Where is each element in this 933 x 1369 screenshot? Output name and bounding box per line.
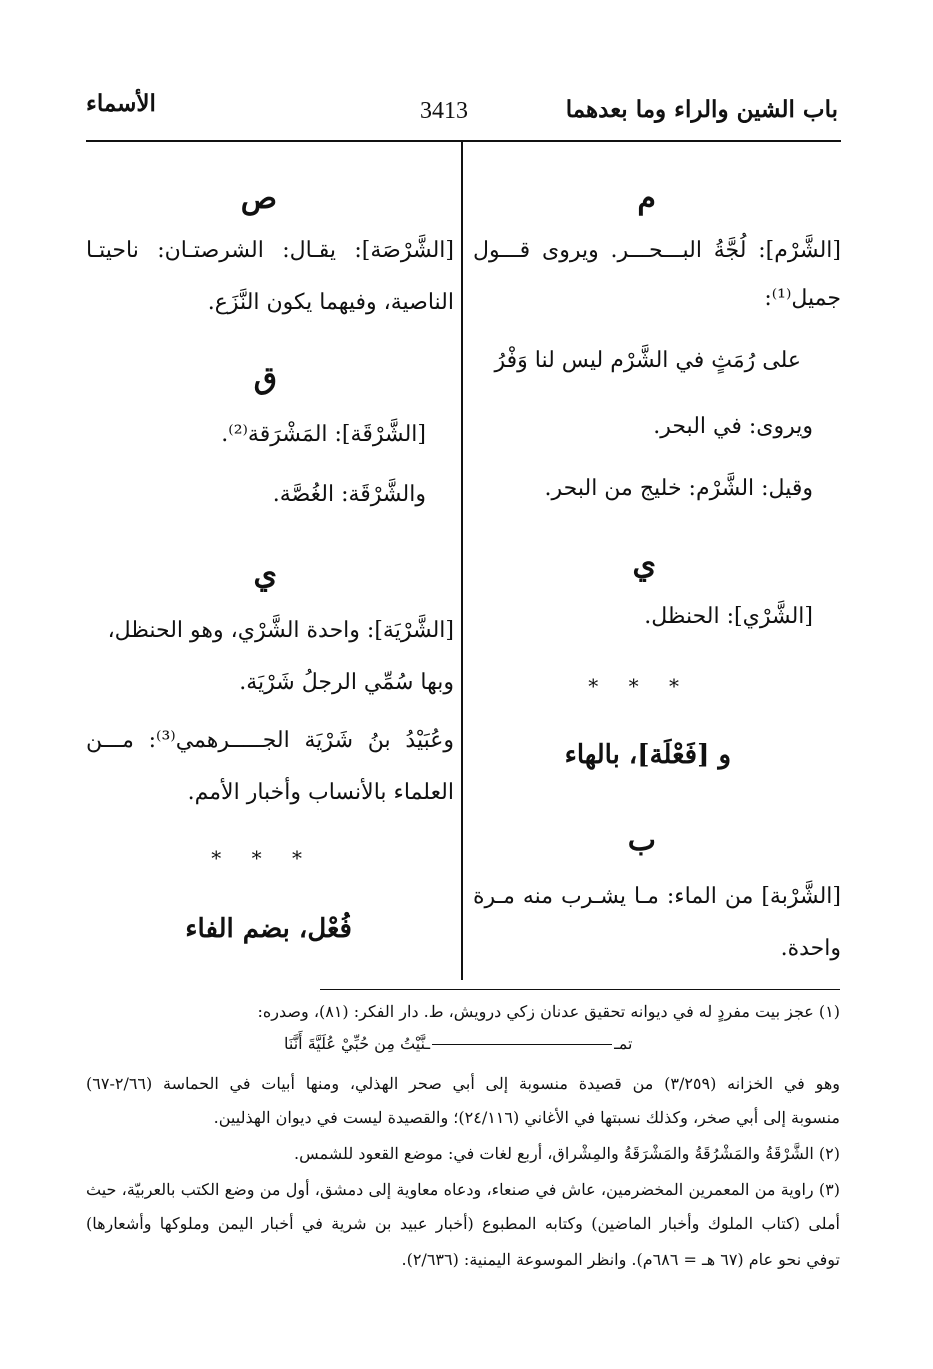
left-column [86, 142, 454, 980]
footnote-1-line1: (١) عجز بيت مفردٍ له في ديوانه تحقيق عدنان زكي درويش، ط. دار الفكر: (٨١)، وصدره: [257, 1002, 840, 1021]
entry-sharqa: [الشَّرْقَة]: المَشْرَقة⁽²⁾. [221, 422, 426, 447]
yurwa-line: ويروى: في البحر. [653, 414, 813, 439]
entry-sharya-line2: وبها سُمِّي الرجلُ شَرْيَة. [239, 670, 454, 695]
footnote-1-verse [284, 1034, 632, 1053]
entry-ubayd-line2: العلماء بالأنساب وأخبار الأمم. [187, 780, 454, 805]
entry-ubayd-line1: وعُبَيْدُ بنُ شَرْيَة الجـــــرهمي⁽³⁾: مـــن [86, 728, 454, 753]
running-header-section: الأسماء [86, 90, 156, 117]
footnote-3-line1: (٣) راوية من المعمرين المخضرمين، عاش في صنعاء، ودعاه معاوية إلى دمشق، أول من وضع الكتب بالعربيّة، حيث [86, 1180, 840, 1199]
entry-sharba-line1: [الشَّرْبة] من الماء: مـا يشـرب منه مـرة [473, 884, 841, 909]
footnote-2: (٢) الشَّرْقَةُ والمَشْرُقَةُ والمَشْرَقَةُ والمِشْراق، أربع لغات في: موضع القعود للشمس. [294, 1144, 840, 1163]
section-separator-stars-left: * * * [211, 846, 314, 870]
letter-heading-ya-left: ي [253, 557, 277, 592]
letter-heading-qaf: ق [253, 361, 277, 396]
footnote-1-verse-end: ـنَّيْتُ مِن حُبِّيْ عُلَيَّةَ أَنَّنَا [284, 1034, 431, 1053]
letter-heading-ba: ب [627, 823, 656, 858]
footnote-3-line2: أملى (كتاب الملوك وأخبار الماضين) وكتابه المطبوع (أخبار عبيد بن شرية في أخبار اليمن وملوكها وأشعارها) [86, 1214, 840, 1233]
footnote-rule [320, 989, 840, 990]
page-number: 3413 [420, 98, 468, 124]
footnote-1-verse-start: تمـ [614, 1034, 633, 1053]
entry-sharba-line2: واحدة. [780, 936, 841, 961]
section-heading-fala: و [فَعْلَة]، بالهاء [564, 740, 731, 770]
qil-line: وقيل: الشَّرْم: خليج من البحر. [544, 476, 813, 501]
footnote-1-line3: منسوبة إلى أبي صخر، وكذلك نسبتها في الأغاني (٢٤/١١٦)؛ والقصيدة ليست في ديوان الهذليين. [213, 1108, 840, 1127]
verse-elision-line [432, 1044, 612, 1045]
entry-ghussa: والشَّرْقَة: الغُصَّة. [272, 482, 426, 507]
footnote-3-line3: توفي نحو عام (٦٧ هـ = ٦٨٦م). وانظر الموسوعة اليمنية: (٢/٦٣٦). [401, 1250, 840, 1269]
poetry-verse: على رُمَثٍ في الشَّرْم ليس لنا وَفْرُ [494, 348, 801, 373]
letter-heading-sad: ص [240, 181, 277, 216]
footnote-1-line2: وهو في الخزانه (٣/٢٥٩) من قصيدة منسوبة إلى أبي صحر الهذلي، ومنها أبيات في الحماسة (٢/٦٦-٦٧) [86, 1074, 840, 1093]
right-column [473, 142, 841, 980]
running-header-chapter: باب الشين والراء وما بعدهما [565, 96, 838, 123]
entry-sharsa-line2: الناصية، وفيهما يكون النَّزَع. [207, 290, 454, 315]
entry-sharm-line1: [الشَّرْم]: لُجَّةُ البـــحـــر. ويروى قـــول [473, 238, 841, 263]
entry-shary: [الشَّرْي]: الحنظل. [644, 604, 813, 629]
section-separator-stars: * * * [588, 674, 691, 698]
letter-heading-ya: ي [632, 547, 656, 582]
entry-sharya-line1: [الشَّرْيَة]: واحدة الشَّرْي، وهو الحنظل، [107, 618, 454, 643]
entry-sharm-line2: جميل⁽¹⁾: [764, 286, 841, 311]
entry-sharsa-line1: [الشَّرْصَة]: يقـال: الشرصتـان: ناحيتـا [86, 238, 454, 263]
column-divider [461, 142, 463, 980]
letter-heading-mim: م [637, 181, 656, 216]
section-heading-fuul: فُعْل، بضم الفاء [185, 914, 352, 944]
